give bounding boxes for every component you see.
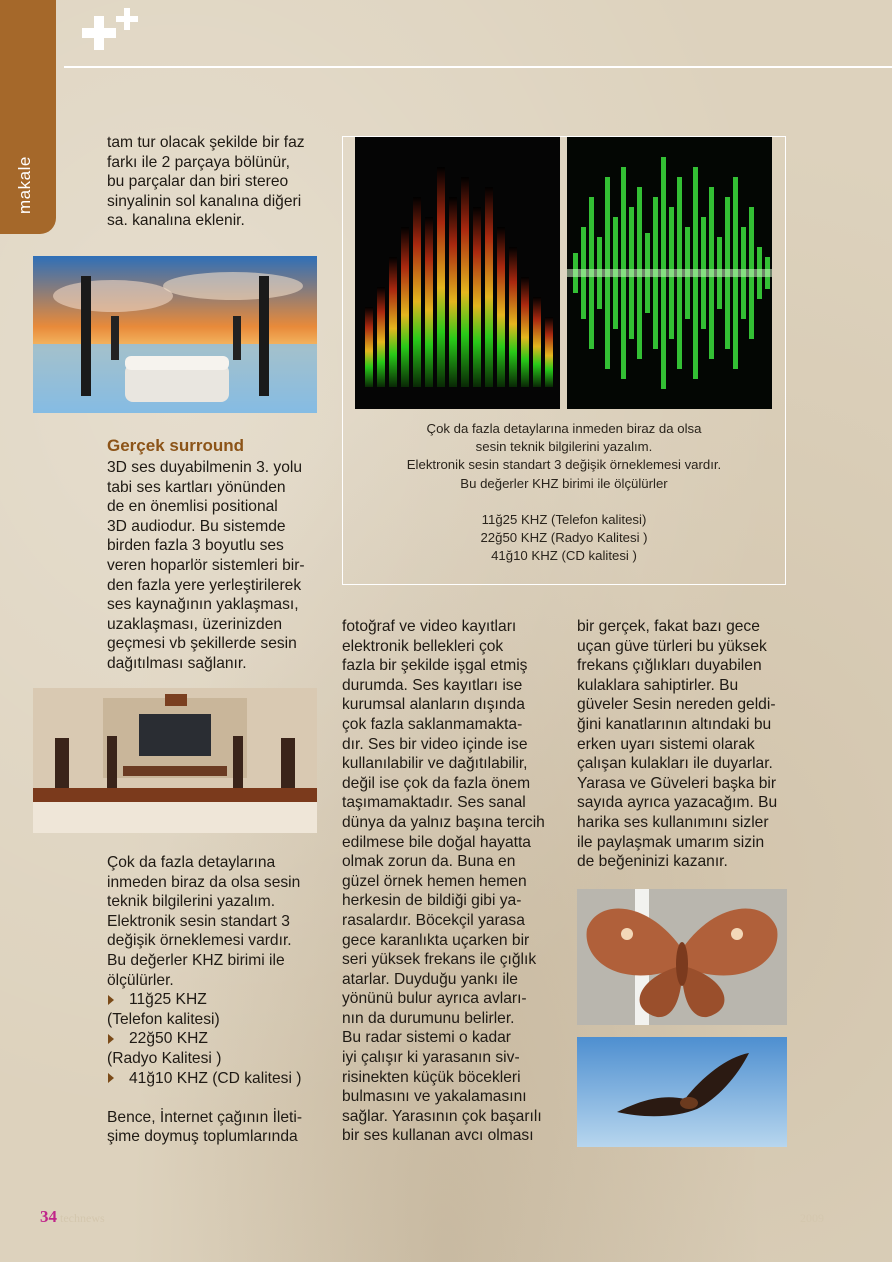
text-line: değil ise çok da fazla önem (342, 774, 531, 792)
text-line: inmeden biraz da olsa sesin (107, 873, 301, 891)
text-line: teknik bilgilerini yazalım. (107, 893, 276, 911)
bullet-value: 22ğ50 KHZ (129, 1030, 208, 1048)
text-line: tam tur olacak şekilde bir faz (107, 134, 305, 151)
text-line: frekans çığlıkları duyabilen (577, 657, 762, 675)
figure-caption (342, 420, 786, 565)
text-line: sağlar. Yarasının çok başarılı (342, 1107, 542, 1125)
text-line: Bu değerler KHZ birimi ile (107, 951, 285, 969)
text-line: elektronik bellekleri çok (342, 637, 504, 655)
text-line: 3D ses duyabilmenin 3. yolu (107, 459, 303, 476)
bullet-arrow-icon (108, 995, 114, 1005)
text-line: çalışan kulakları ile duyarlar. (577, 755, 773, 773)
section-heading: Gerçek surround (107, 436, 244, 455)
bullet-item (107, 990, 327, 1010)
text-line: nın da durumunu belirler. (342, 1009, 515, 1027)
text-line: dağıtılması sağlanır. (107, 654, 247, 672)
bullet-item (107, 1069, 327, 1089)
text-line: bir gerçek, fakat bazı gece (577, 618, 760, 635)
bullet-arrow-icon (108, 1034, 114, 1044)
bullet-value: 41ğ10 KHZ (CD kalitesi ) (129, 1069, 302, 1087)
text-line: edilmese bile doğal hayatta (342, 833, 531, 851)
text-line: sa. kanalına eklenir. (107, 212, 245, 230)
bullet-note: (Radyo Kalitesi ) (107, 1049, 222, 1067)
text-line: de beğeninizi kazanır. (577, 853, 728, 871)
text-line: bulmasını ve yakalamasını (342, 1088, 527, 1106)
text-line: 3D audiodur. Bu sistemde (107, 517, 286, 535)
text-line: bu parçalar dan biri stereo (107, 173, 289, 191)
text-line: herkesin de bildiği gibi ya- (342, 892, 522, 910)
text-line: dır. Ses bir video içinde ise (342, 735, 528, 753)
moth-photo (577, 889, 787, 1025)
text-line: den fazla yere yerleştirilerek (107, 576, 302, 594)
caption-value: 11ğ25 KHZ (Telefon kalitesi) (481, 511, 647, 527)
text-line: erken uyarı sistemi olarak (577, 735, 755, 753)
text-line: harika ses kullanımını sizler (577, 813, 769, 831)
text-line: veren hoparlör sistemleri bir- (107, 556, 305, 574)
text-line: sayıda ayrıca yazacağım. Bu (577, 794, 778, 812)
text-line: geçmesi vb şekillerde sesin (107, 635, 297, 653)
sound-wave-image (567, 137, 772, 409)
bullet-arrow-icon (108, 1073, 114, 1083)
caption-line: Elektronik sesin standart 3 değişik örneklemesi vardır. (406, 457, 722, 473)
text-line: uzaklaşması, üzerinizden (107, 615, 283, 633)
text-line: ile paylaşmak umarım sizin (577, 833, 765, 851)
text-line: ölçülürler. (107, 971, 174, 989)
text-line: kulaklara sahiptirler. Bu (577, 676, 739, 694)
text-line: çok fazla saklanmamakta- (342, 715, 523, 733)
middle-column-text (342, 617, 562, 1146)
text-line: atarlar. Duyduğu yankı ile (342, 970, 518, 988)
equalizer-bars-image (355, 137, 560, 409)
text-line: gece karanlıkta uçarken bir (342, 931, 530, 949)
right-column-text (577, 617, 792, 872)
detail-paragraph (107, 853, 327, 1147)
text-line: Bence, İnternet çağının İleti- (107, 1108, 303, 1126)
text-line: olmak zorun da. Buna en (342, 853, 516, 871)
text-line: Çok da fazla detaylarına (107, 854, 276, 871)
caption-value: 41ğ10 KHZ (CD kalitesi ) (491, 548, 637, 564)
bullet-note: (Telefon kalitesi) (107, 1010, 220, 1028)
left-intro-paragraph (107, 133, 327, 231)
text-line: risinekten küçük böcekleri (342, 1068, 521, 1086)
text-line: rasalardır. Böcekçil yarasa (342, 911, 525, 929)
text-line: taşımamaktadır. Ses sanal (342, 794, 526, 812)
caption-line: Bu değerler KHZ birimi ile ölçülürler (460, 475, 668, 491)
caption-line: Çok da fazla detaylarına inmeden biraz da olsa (426, 421, 702, 436)
section-label: makale (15, 156, 34, 214)
text-line: iyi çalışır ki yarasanın siv- (342, 1049, 520, 1067)
living-room-speakers-photo (33, 688, 317, 833)
caption-line: sesin teknik bilgilerini yazalım. (475, 439, 653, 455)
text-line: dünya da yalnız başına tercih (342, 813, 545, 831)
text-line: farkı ile 2 parçaya bölünür, (107, 153, 290, 171)
home-theater-sunset-photo (33, 256, 317, 413)
caption-value: 22ğ50 KHZ (Radyo Kalitesi ) (480, 530, 648, 546)
text-line: Bu radar sistemi o kadar (342, 1029, 512, 1047)
text-line: uçan güve türleri bu yüksek (577, 637, 767, 655)
plus-logo-icon (80, 8, 144, 60)
bullet-value: 11ğ25 KHZ (129, 991, 207, 1009)
text-line: kullanılabilir ve dağıtılabilir, (342, 755, 528, 773)
text-line: Elektronik sesin standart 3 (107, 912, 290, 930)
text-line: tabi ses kartları yönünden (107, 478, 286, 496)
header-rule (64, 66, 892, 68)
text-line: fotoğraf ve video kayıtları (342, 618, 517, 635)
surround-paragraph (107, 458, 327, 674)
text-line: de en önemlisi positional (107, 498, 278, 516)
text-line: güveler Sesin nereden geldi- (577, 696, 776, 714)
text-line: Yarasa ve Güveleri başka bir (577, 774, 777, 792)
text-line: durumda. Ses kayıtları ise (342, 676, 523, 694)
text-line: değişik örneklemesi vardır. (107, 932, 292, 950)
text-line: bir ses kullanan avcı olması (342, 1127, 534, 1145)
publication-name: technews (60, 1211, 105, 1225)
bullet-item (107, 1029, 327, 1049)
text-line: kurumsal alanların dışında (342, 696, 525, 714)
text-line: şime doymuş toplumlarında (107, 1128, 298, 1146)
text-line: ğini kanatlarının altındaki bu (577, 715, 772, 733)
text-line: yönünü bulur ayrıca avları- (342, 990, 527, 1008)
footer-date: 2009 (800, 1211, 824, 1225)
text-line: seri yüksek frekans ile çığlık (342, 951, 537, 969)
text-line: fazla bir şekilde işgal etmiş (342, 657, 528, 675)
text-line: birden fazla 3 boyutlu ses (107, 537, 284, 555)
text-line: ses kaynağının yaklaşması, (107, 596, 299, 614)
bat-photo (577, 1037, 787, 1147)
page-number: 34 (40, 1207, 57, 1226)
text-line: sinyalinin sol kanalına diğeri (107, 192, 302, 210)
text-line: güzel örnek hemen hemen (342, 872, 527, 890)
